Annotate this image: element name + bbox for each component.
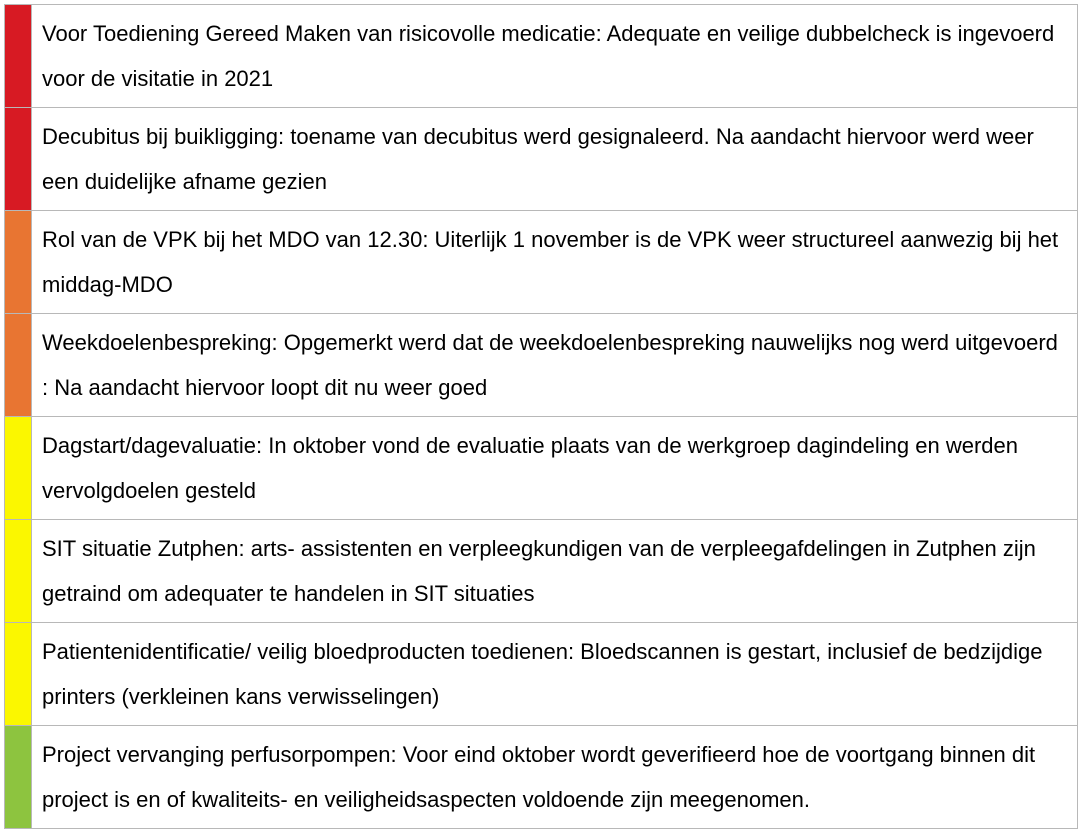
row-text: Patientenidentificatie/ veilig bloedproducten toedienen: Bloedscannen is gestart, inclusief de bedzijdige printers (verkleinen kans verwisselingen) [32,623,1078,726]
status-color-orange [5,314,32,417]
table-row [5,108,1078,211]
status-color-yellow [5,623,32,726]
table-row [5,623,1078,726]
row-text: Decubitus bij buikligging: toename van decubitus werd gesignaleerd. Na aandacht hiervoor werd weer een duidelijke afname gezien [32,108,1078,211]
table-row [5,520,1078,623]
status-color-yellow [5,520,32,623]
table-row [5,314,1078,417]
row-text: Weekdoelenbespreking: Opgemerkt werd dat de weekdoelenbespreking nauwelijks nog werd uitgevoerd : Na aandacht hiervoor loopt dit nu weer goed [32,314,1078,417]
table-row [5,5,1078,108]
status-color-yellow [5,417,32,520]
status-color-orange [5,211,32,314]
table-row [5,417,1078,520]
status-table-body [5,5,1078,829]
table-row [5,211,1078,314]
status-color-green [5,726,32,829]
row-text: SIT situatie Zutphen: arts- assistenten en verpleegkundigen van de verpleegafdelingen in Zutphen zijn getraind om adequater te handelen in SIT situaties [32,520,1078,623]
row-text: Voor Toediening Gereed Maken van risicovolle medicatie: Adequate en veilige dubbelcheck is ingevoerd voor de visitatie in 2021 [32,5,1078,108]
table-row [5,726,1078,829]
status-table [4,4,1078,829]
status-color-red [5,5,32,108]
row-text: Rol van de VPK bij het MDO van 12.30: Uiterlijk 1 november is de VPK weer structureel aanwezig bij het middag-MDO [32,211,1078,314]
row-text: Project vervanging perfusorpompen: Voor eind oktober wordt geverifieerd hoe de voortgang binnen dit project is en of kwaliteits- en veiligheidsaspecten voldoende zijn meegenomen. [32,726,1078,829]
row-text: Dagstart/dagevaluatie: In oktober vond de evaluatie plaats van de werkgroep dagindeling en werden vervolgdoelen gesteld [32,417,1078,520]
status-color-red [5,108,32,211]
